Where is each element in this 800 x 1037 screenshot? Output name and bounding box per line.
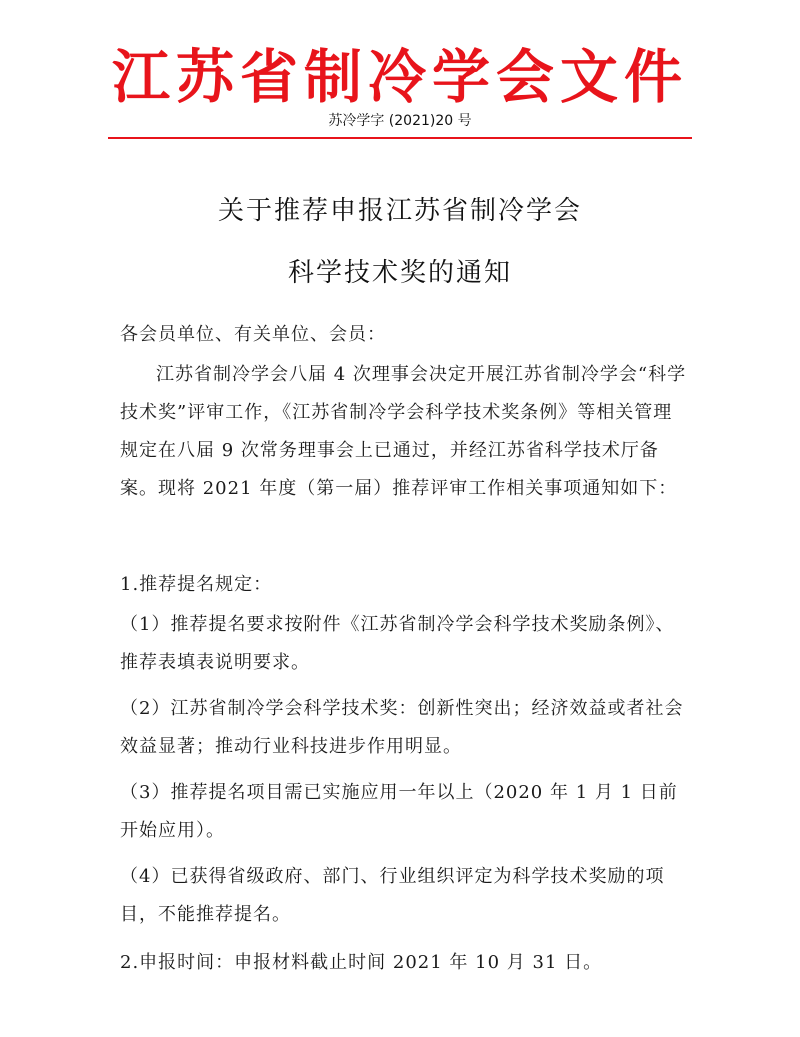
section-1-heading: 1.推荐提名规定： — [120, 574, 273, 595]
salutation: 各会员单位、有关单位、会员： — [120, 324, 386, 345]
document-number: 苏冷学字 (2021)20 号 — [328, 113, 472, 129]
document-header-title: 江苏省制冷学会文件 — [111, 43, 688, 111]
section-1-item-2: （2）江苏省制冷学会科学技术奖：创新性突出；经济效益或者社会效益显著；推动行业科技进步作用明显。 — [120, 698, 684, 757]
header-divider — [108, 137, 692, 139]
section-2-deadline: 2.申报时间：申报材料截止时间 2021 年 10 月 31 日。 — [120, 952, 603, 973]
section-1-item-3: （3）推荐提名项目需已实施应用一年以上（2020 年 1 月 1 日前开始应用）。 — [120, 782, 678, 841]
section-1-item-4: （4）已获得省级政府、部门、行业组织评定为科学技术奖励的项目，不能推荐提名。 — [120, 866, 665, 925]
notice-title-line-1: 关于推荐申报江苏省制冷学会 — [217, 196, 582, 226]
intro-paragraph: 江苏省制冷学会八届 4 次理事会决定开展江苏省制冷学会“科学技术奖”评审工作，《江苏省制冷学会科学技术奖条例》等相关管理规定在八届 9 次常务理事会上已通过，并经江苏省科学技术厅备案。现将 2021 年度（第一届）推荐评审工作相关事项通知如下： — [120, 364, 687, 499]
notice-title-line-2: 科学技术奖的通知 — [287, 258, 512, 288]
section-1-item-1: （1）推荐提名要求按附件《江苏省制冷学会科学技术奖励条例》、推荐表填表说明要求。 — [120, 614, 675, 673]
